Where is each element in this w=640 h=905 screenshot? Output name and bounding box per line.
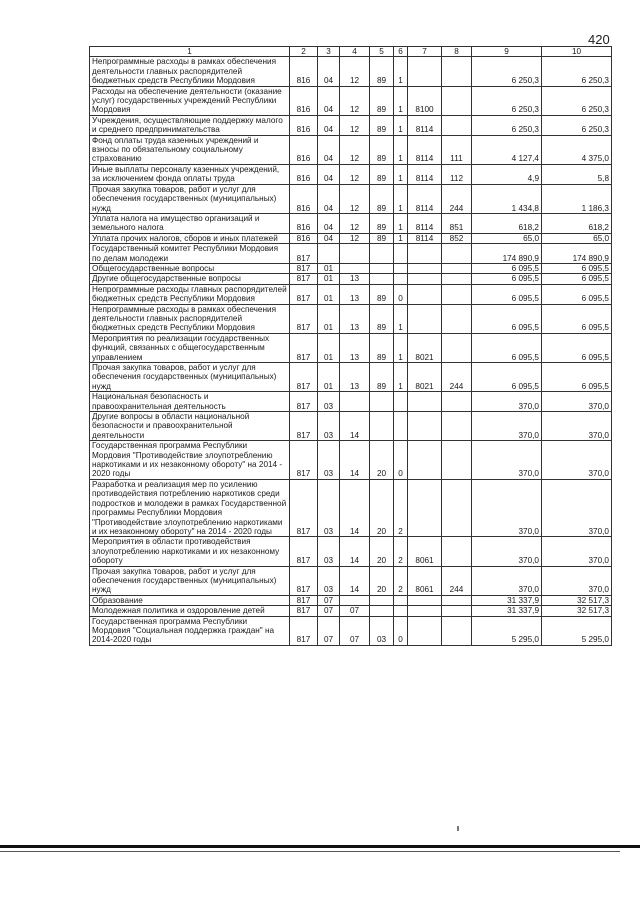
header-cell: 1 (90, 47, 290, 57)
row-expense-type: 852 (442, 233, 472, 243)
row-section: 04 (318, 86, 340, 115)
row-subsection: 14 (340, 412, 370, 441)
row-grbs: 817 (290, 537, 318, 566)
row-amount-year2: 370,0 (542, 566, 612, 595)
header-cell: 6 (394, 47, 408, 57)
table-row (90, 284, 612, 304)
row-subprogram: 1 (394, 57, 408, 86)
row-target: 8061 (408, 566, 442, 595)
row-amount-year2: 174 890,9 (542, 244, 612, 264)
table-row (90, 233, 612, 243)
row-amount-year2: 370,0 (542, 441, 612, 480)
row-subsection: 13 (340, 333, 370, 362)
row-program: 89 (370, 115, 394, 135)
row-expense-type: 851 (442, 213, 472, 233)
row-amount-year2: 618,2 (542, 213, 612, 233)
scan-edge-line-thin (0, 851, 620, 852)
row-expense-type (442, 304, 472, 333)
row-program: 20 (370, 479, 394, 536)
row-subsection: 14 (340, 441, 370, 480)
header-cell: 9 (472, 47, 542, 57)
header-row (90, 47, 612, 57)
table-row (90, 537, 612, 566)
row-program (370, 274, 394, 284)
row-grbs: 816 (290, 115, 318, 135)
row-name: Разработка и реализация мер по усилению противодействия потреблению наркотиков среди подростков и молодежи в рамках Государственной программы Республики Мордовия "Противодействие злоупотреблению наркотиками и их незаконному обороту" на 2014 - 2020 годы (90, 479, 290, 536)
row-subsection: 12 (340, 115, 370, 135)
row-subprogram (394, 392, 408, 412)
row-subprogram (394, 263, 408, 273)
row-target (408, 304, 442, 333)
table-row (90, 274, 612, 284)
row-section: 03 (318, 441, 340, 480)
row-target: 8114 (408, 213, 442, 233)
scan-mark (457, 826, 459, 831)
row-target: 8100 (408, 86, 442, 115)
row-subsection: 13 (340, 304, 370, 333)
row-subsection: 12 (340, 233, 370, 243)
row-grbs: 817 (290, 412, 318, 441)
row-name: Непрограммные расходы в рамках обеспечения деятельности главных распорядителей бюджетных средств Республики Мордовия (90, 57, 290, 86)
row-amount-year2: 5,8 (542, 164, 612, 184)
row-section: 01 (318, 284, 340, 304)
row-target (408, 284, 442, 304)
row-grbs: 817 (290, 333, 318, 362)
row-grbs: 816 (290, 184, 318, 213)
row-target (408, 595, 442, 605)
page-number: 420 (588, 32, 610, 47)
row-section: 07 (318, 606, 340, 616)
table-row (90, 184, 612, 213)
row-expense-type (442, 244, 472, 264)
row-program (370, 595, 394, 605)
row-program: 20 (370, 537, 394, 566)
row-amount-year1: 6 095,5 (472, 274, 542, 284)
row-section: 04 (318, 135, 340, 164)
row-program: 89 (370, 213, 394, 233)
row-amount-year1: 31 337,9 (472, 606, 542, 616)
row-subprogram: 1 (394, 333, 408, 362)
row-expense-type (442, 57, 472, 86)
row-program (370, 244, 394, 264)
row-subprogram: 1 (394, 233, 408, 243)
row-expense-type (442, 479, 472, 536)
row-subprogram: 1 (394, 184, 408, 213)
row-name: Фонд оплаты труда казенных учреждений и взносы по обязательному социальному страхованию (90, 135, 290, 164)
row-section: 04 (318, 233, 340, 243)
row-section: 07 (318, 616, 340, 645)
row-amount-year2: 6 095,5 (542, 274, 612, 284)
row-name: Прочая закупка товаров, работ и услуг для обеспечения государственных (муниципальных) нужд (90, 184, 290, 213)
row-section: 01 (318, 363, 340, 392)
row-section: 03 (318, 566, 340, 595)
row-subsection: 12 (340, 57, 370, 86)
header-cell: 7 (408, 47, 442, 57)
row-subsection: 14 (340, 566, 370, 595)
row-expense-type: 244 (442, 566, 472, 595)
row-subprogram: 1 (394, 363, 408, 392)
table-row (90, 333, 612, 362)
row-grbs: 817 (290, 616, 318, 645)
row-amount-year2: 65,0 (542, 233, 612, 243)
row-subsection: 12 (340, 86, 370, 115)
row-amount-year1: 370,0 (472, 566, 542, 595)
row-expense-type (442, 115, 472, 135)
row-name: Расходы на обеспечение деятельности (оказание услуг) государственных учреждений Республики Мордовия (90, 86, 290, 115)
row-expense-type (442, 333, 472, 362)
row-subprogram: 1 (394, 86, 408, 115)
table-row (90, 566, 612, 595)
row-amount-year1: 5 295,0 (472, 616, 542, 645)
row-subsection: 12 (340, 164, 370, 184)
row-amount-year2: 6 250,3 (542, 115, 612, 135)
row-amount-year1: 6 095,5 (472, 304, 542, 333)
row-program: 89 (370, 233, 394, 243)
row-subprogram: 1 (394, 135, 408, 164)
table-row (90, 363, 612, 392)
row-target: 8114 (408, 135, 442, 164)
row-amount-year1: 370,0 (472, 412, 542, 441)
table-row (90, 441, 612, 480)
header-cell: 8 (442, 47, 472, 57)
row-expense-type (442, 606, 472, 616)
row-section: 04 (318, 57, 340, 86)
table-row (90, 479, 612, 536)
row-name: Национальная безопасность и правоохранительная деятельность (90, 392, 290, 412)
row-expense-type (442, 595, 472, 605)
row-grbs: 816 (290, 135, 318, 164)
row-subprogram: 1 (394, 115, 408, 135)
row-section (318, 244, 340, 264)
row-program: 89 (370, 86, 394, 115)
row-amount-year1: 370,0 (472, 537, 542, 566)
row-grbs: 817 (290, 244, 318, 264)
row-target (408, 412, 442, 441)
row-subprogram: 0 (394, 441, 408, 480)
row-grbs: 817 (290, 479, 318, 536)
header-cell: 2 (290, 47, 318, 57)
row-program: 89 (370, 363, 394, 392)
row-name: Общегосударственные вопросы (90, 263, 290, 273)
row-program: 89 (370, 333, 394, 362)
table-row (90, 135, 612, 164)
row-target: 8114 (408, 164, 442, 184)
table-row (90, 244, 612, 264)
row-name: Государственная программа Республики Мордовия "Противодействие злоупотреблению наркотиками и их незаконному обороту" на 2014 - 2020 годы (90, 441, 290, 480)
row-amount-year2: 370,0 (542, 479, 612, 536)
row-grbs: 817 (290, 263, 318, 273)
row-name: Государственный комитет Республики Мордовия по делам молодежи (90, 244, 290, 264)
row-subsection: 13 (340, 363, 370, 392)
row-program (370, 392, 394, 412)
row-subprogram: 1 (394, 213, 408, 233)
row-subsection: 14 (340, 479, 370, 536)
row-amount-year1: 4 127,4 (472, 135, 542, 164)
row-name: Непрограммные расходы главных распорядителей бюджетных средств Республики Мордовия (90, 284, 290, 304)
row-grbs: 817 (290, 606, 318, 616)
row-subprogram (394, 274, 408, 284)
row-name: Другие вопросы в области национальной безопасности и правоохранительной деятельности (90, 412, 290, 441)
table-row (90, 616, 612, 645)
row-target (408, 616, 442, 645)
row-section: 07 (318, 595, 340, 605)
row-subsection: 14 (340, 537, 370, 566)
row-amount-year2: 32 517,3 (542, 595, 612, 605)
row-target (408, 274, 442, 284)
row-subsection: 12 (340, 135, 370, 164)
row-subprogram: 1 (394, 164, 408, 184)
table-row (90, 115, 612, 135)
row-name: Другие общегосударственные вопросы (90, 274, 290, 284)
row-subsection: 12 (340, 213, 370, 233)
row-amount-year1: 6 095,5 (472, 284, 542, 304)
row-program: 89 (370, 135, 394, 164)
scan-edge-line (0, 845, 640, 848)
row-name: Непрограммные расходы в рамках обеспечения деятельности главных распорядителей бюджетных средств Республики Мордовия (90, 304, 290, 333)
row-amount-year2: 4 375,0 (542, 135, 612, 164)
row-target: 8114 (408, 184, 442, 213)
row-subprogram (394, 606, 408, 616)
row-amount-year2: 6 095,5 (542, 284, 612, 304)
row-grbs: 816 (290, 57, 318, 86)
table-row (90, 57, 612, 86)
row-section: 01 (318, 304, 340, 333)
row-subprogram (394, 595, 408, 605)
row-subsection (340, 392, 370, 412)
row-grbs: 817 (290, 595, 318, 605)
header-cell: 4 (340, 47, 370, 57)
row-amount-year2: 6 250,3 (542, 86, 612, 115)
row-grbs: 817 (290, 304, 318, 333)
row-target (408, 392, 442, 412)
row-section: 01 (318, 333, 340, 362)
row-target: 8061 (408, 537, 442, 566)
row-target (408, 244, 442, 264)
row-name: Мероприятия в области противодействия злоупотреблению наркотиками и их незаконному обороту (90, 537, 290, 566)
row-expense-type (442, 441, 472, 480)
row-section: 04 (318, 184, 340, 213)
row-grbs: 816 (290, 164, 318, 184)
row-grbs: 816 (290, 213, 318, 233)
table-row (90, 606, 612, 616)
row-program: 89 (370, 164, 394, 184)
row-name: Уплата налога на имущество организаций и земельного налога (90, 213, 290, 233)
table-row (90, 412, 612, 441)
row-name: Мероприятия по реализации государственных функций, связанных с общегосударственным управлением (90, 333, 290, 362)
row-subprogram (394, 412, 408, 441)
row-amount-year2: 6 095,5 (542, 333, 612, 362)
row-expense-type (442, 537, 472, 566)
table-row (90, 304, 612, 333)
row-amount-year2: 370,0 (542, 537, 612, 566)
row-amount-year2: 370,0 (542, 392, 612, 412)
row-program: 89 (370, 284, 394, 304)
row-program: 89 (370, 304, 394, 333)
row-program: 20 (370, 566, 394, 595)
row-expense-type: 111 (442, 135, 472, 164)
row-subprogram: 2 (394, 479, 408, 536)
row-name: Прочая закупка товаров, работ и услуг для обеспечения государственных (муниципальных) нужд (90, 363, 290, 392)
table-row (90, 213, 612, 233)
row-amount-year2: 1 186,3 (542, 184, 612, 213)
row-amount-year2: 6 095,5 (542, 263, 612, 273)
row-target (408, 479, 442, 536)
row-program (370, 606, 394, 616)
row-target: 8021 (408, 333, 442, 362)
row-amount-year1: 370,0 (472, 392, 542, 412)
row-amount-year1: 4,9 (472, 164, 542, 184)
row-section: 01 (318, 263, 340, 273)
row-target (408, 606, 442, 616)
table-row (90, 263, 612, 273)
row-subprogram (394, 244, 408, 264)
row-amount-year2: 6 095,5 (542, 304, 612, 333)
row-amount-year1: 65,0 (472, 233, 542, 243)
row-section: 04 (318, 164, 340, 184)
row-name: Прочая закупка товаров, работ и услуг для обеспечения государственных (муниципальных) нужд (90, 566, 290, 595)
row-target (408, 57, 442, 86)
row-program: 20 (370, 441, 394, 480)
row-amount-year2: 5 295,0 (542, 616, 612, 645)
row-amount-year2: 370,0 (542, 412, 612, 441)
row-amount-year1: 1 434,8 (472, 184, 542, 213)
row-grbs: 817 (290, 566, 318, 595)
row-amount-year1: 370,0 (472, 441, 542, 480)
row-section: 03 (318, 537, 340, 566)
row-amount-year1: 6 250,3 (472, 115, 542, 135)
row-amount-year1: 174 890,9 (472, 244, 542, 264)
row-section: 01 (318, 274, 340, 284)
row-amount-year2: 6 250,3 (542, 57, 612, 86)
row-expense-type (442, 392, 472, 412)
row-amount-year1: 31 337,9 (472, 595, 542, 605)
row-target (408, 263, 442, 273)
row-target (408, 441, 442, 480)
row-amount-year1: 6 250,3 (472, 57, 542, 86)
row-grbs: 817 (290, 441, 318, 480)
row-subsection (340, 595, 370, 605)
row-grbs: 816 (290, 86, 318, 115)
row-subprogram: 0 (394, 616, 408, 645)
row-target: 8114 (408, 233, 442, 243)
row-expense-type: 244 (442, 363, 472, 392)
row-subsection: 07 (340, 616, 370, 645)
row-subsection: 13 (340, 274, 370, 284)
row-section: 03 (318, 412, 340, 441)
row-amount-year1: 370,0 (472, 479, 542, 536)
row-section: 04 (318, 115, 340, 135)
row-program: 89 (370, 57, 394, 86)
row-program: 89 (370, 184, 394, 213)
row-program: 03 (370, 616, 394, 645)
row-grbs: 817 (290, 274, 318, 284)
row-amount-year1: 6 095,5 (472, 263, 542, 273)
row-name: Образование (90, 595, 290, 605)
row-expense-type: 112 (442, 164, 472, 184)
table-row (90, 164, 612, 184)
row-name: Учреждения, осуществляющие поддержку малого и среднего предпринимательства (90, 115, 290, 135)
row-program (370, 263, 394, 273)
row-expense-type (442, 263, 472, 273)
row-section: 03 (318, 479, 340, 536)
row-grbs: 817 (290, 363, 318, 392)
row-expense-type: 244 (442, 184, 472, 213)
row-target: 8114 (408, 115, 442, 135)
row-grbs: 816 (290, 233, 318, 243)
row-program (370, 412, 394, 441)
row-subprogram: 1 (394, 304, 408, 333)
row-subprogram: 2 (394, 537, 408, 566)
row-subsection: 13 (340, 284, 370, 304)
header-cell: 3 (318, 47, 340, 57)
row-section: 03 (318, 392, 340, 412)
row-expense-type (442, 412, 472, 441)
header-cell: 5 (370, 47, 394, 57)
row-amount-year1: 6 095,5 (472, 363, 542, 392)
header-cell: 10 (542, 47, 612, 57)
row-subprogram: 2 (394, 566, 408, 595)
row-expense-type (442, 284, 472, 304)
row-amount-year1: 6 250,3 (472, 86, 542, 115)
row-subsection: 12 (340, 184, 370, 213)
row-name: Уплата прочих налогов, сборов и иных платежей (90, 233, 290, 243)
row-amount-year2: 32 517,3 (542, 606, 612, 616)
row-expense-type (442, 274, 472, 284)
table-row (90, 86, 612, 115)
row-grbs: 817 (290, 284, 318, 304)
row-name: Молодежная политика и оздоровление детей (90, 606, 290, 616)
table-row (90, 595, 612, 605)
row-subsection (340, 263, 370, 273)
budget-table (89, 46, 612, 646)
row-section: 04 (318, 213, 340, 233)
row-subsection: 07 (340, 606, 370, 616)
row-amount-year1: 6 095,5 (472, 333, 542, 362)
row-amount-year1: 618,2 (472, 213, 542, 233)
row-expense-type (442, 616, 472, 645)
table-row (90, 392, 612, 412)
row-target: 8021 (408, 363, 442, 392)
row-grbs: 817 (290, 392, 318, 412)
row-name: Государственная программа Республики Мордовия "Социальная поддержка граждан" на 2014-2020 годы (90, 616, 290, 645)
row-amount-year2: 6 095,5 (542, 363, 612, 392)
row-expense-type (442, 86, 472, 115)
row-subsection (340, 244, 370, 264)
row-subprogram: 0 (394, 284, 408, 304)
row-name: Иные выплаты персоналу казенных учреждений, за исключением фонда оплаты труда (90, 164, 290, 184)
